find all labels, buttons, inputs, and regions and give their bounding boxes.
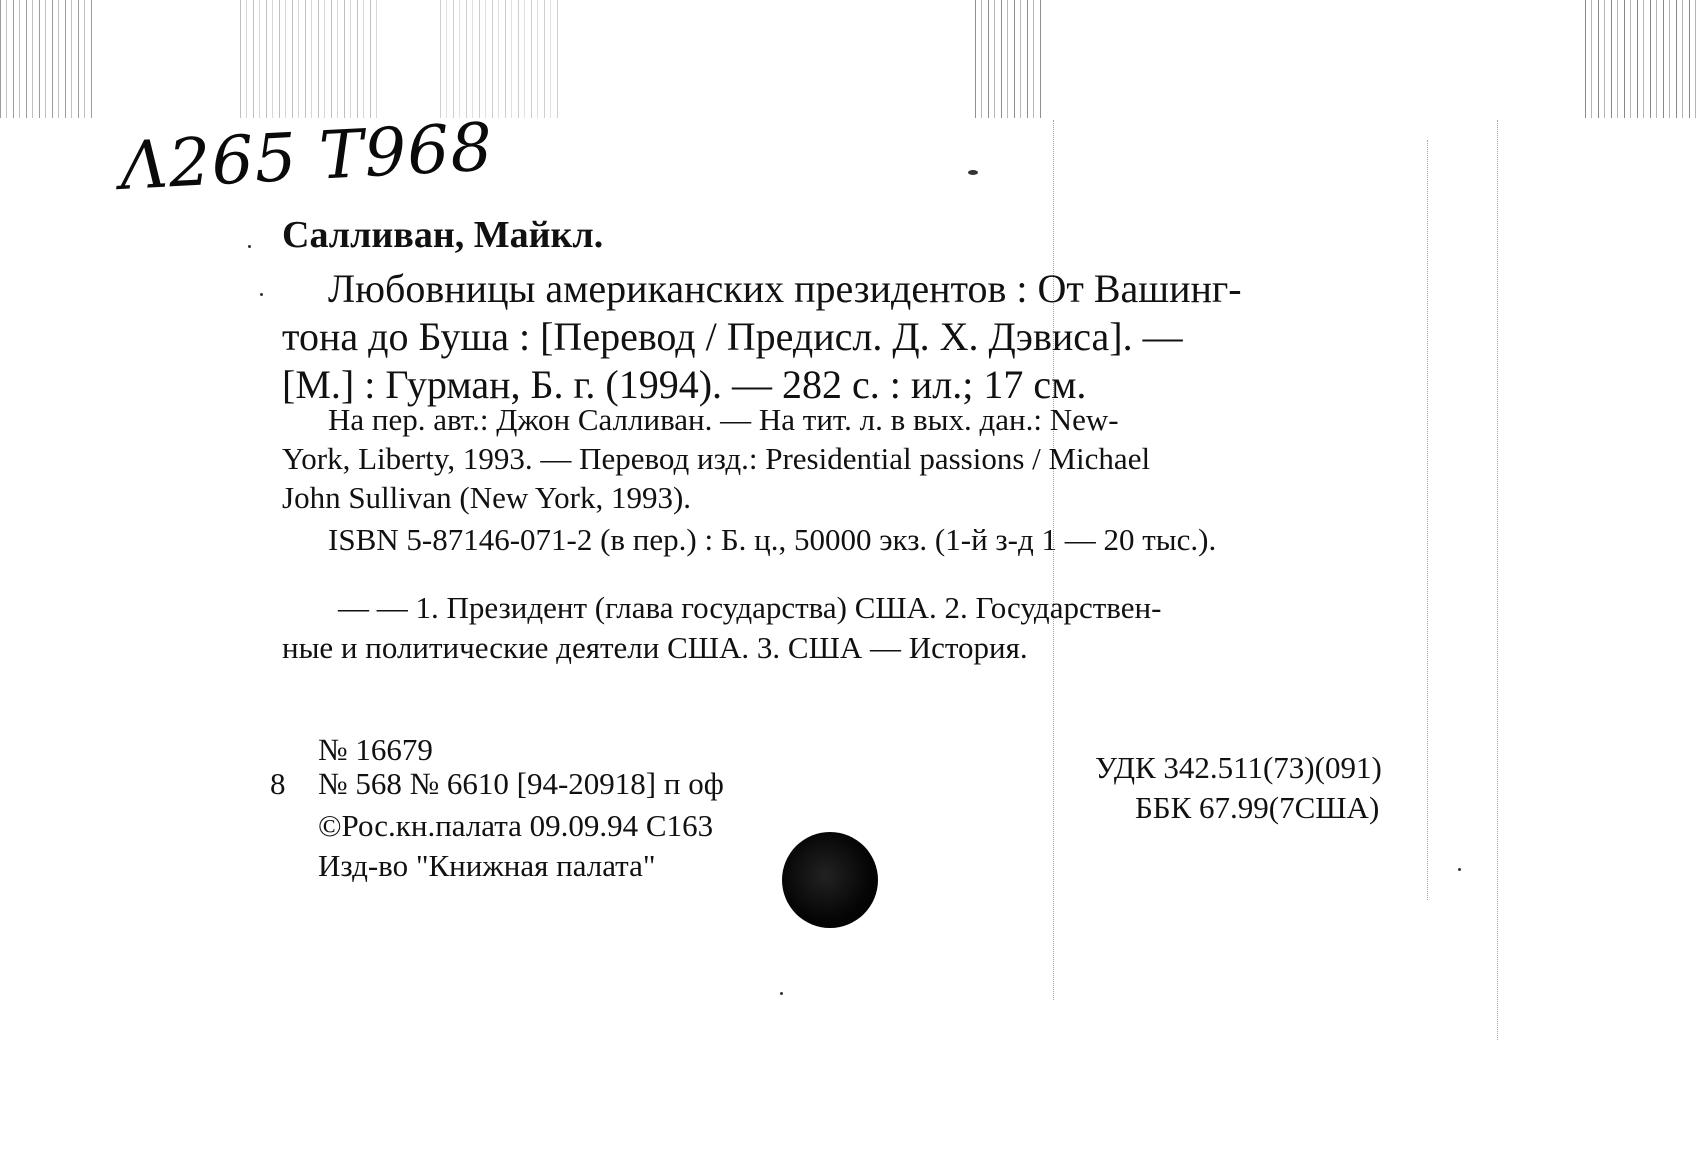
isbn-line: ISBN 5-87146-071-2 (в пер.) : Б. ц., 50000 экз. (1-й з-д 1 — 20 тыс.).: [328, 522, 1217, 557]
publisher-line: Изд-во "Книжная палата": [318, 848, 656, 883]
scan-artifact: [1458, 868, 1461, 871]
scan-artifact: [780, 992, 783, 995]
subject-line-2: ные и политические деятели США. 3. США — История.: [282, 630, 1028, 665]
udk-code: УДК 342.511(73)(091): [1095, 750, 1382, 785]
scan-artifact: [248, 245, 251, 248]
note-line-1: На пер. авт.: Джон Салливан. — На тит. л. в вых. дан.: New-: [328, 402, 1119, 437]
scan-artifact: [240, 0, 380, 118]
title-line-3: [М.] : Гурман, Б. г. (1994). — 282 с. : ил.; 17 см.: [282, 362, 1087, 407]
title-line-1: Любовницы американских президентов : От Вашинг-: [328, 266, 1242, 311]
ink-stamp: [782, 832, 878, 928]
scan-artifact: [1497, 120, 1498, 1040]
handwritten-call-number: Λ265 Т968: [117, 108, 496, 205]
author-heading: Салливан, Майкл.: [282, 214, 604, 256]
scan-artifact: [1053, 120, 1054, 1000]
scan-artifact: [975, 0, 1045, 118]
registry-line: № 568 № 6610 [94-20918] п оф: [318, 766, 724, 801]
scan-artifact: [440, 0, 560, 118]
scan-artifact: [1585, 0, 1696, 118]
note-line-3: John Sullivan (New York, 1993).: [282, 480, 692, 515]
note-line-2: York, Liberty, 1993. — Перевод изд.: Presidential passions / Michael: [282, 441, 1151, 476]
scan-artifact: [260, 293, 263, 296]
title-line-2: тона до Буша : [Перевод / Предисл. Д. Х. Дэвиса]. —: [282, 314, 1183, 359]
card-prefix-number: 8: [270, 766, 286, 801]
scan-artifact: [0, 0, 95, 118]
bbk-code: ББК 67.99(7США): [1135, 790, 1380, 825]
copyright-line: ©Рос.кн.палата 09.09.94 С163: [318, 808, 714, 843]
subject-line-1: — — 1. Президент (глава государства) США. 2. Государствен-: [338, 590, 1162, 625]
catalog-number: № 16679: [318, 732, 433, 767]
scan-artifact: [968, 170, 978, 175]
scan-artifact: [1427, 140, 1428, 900]
